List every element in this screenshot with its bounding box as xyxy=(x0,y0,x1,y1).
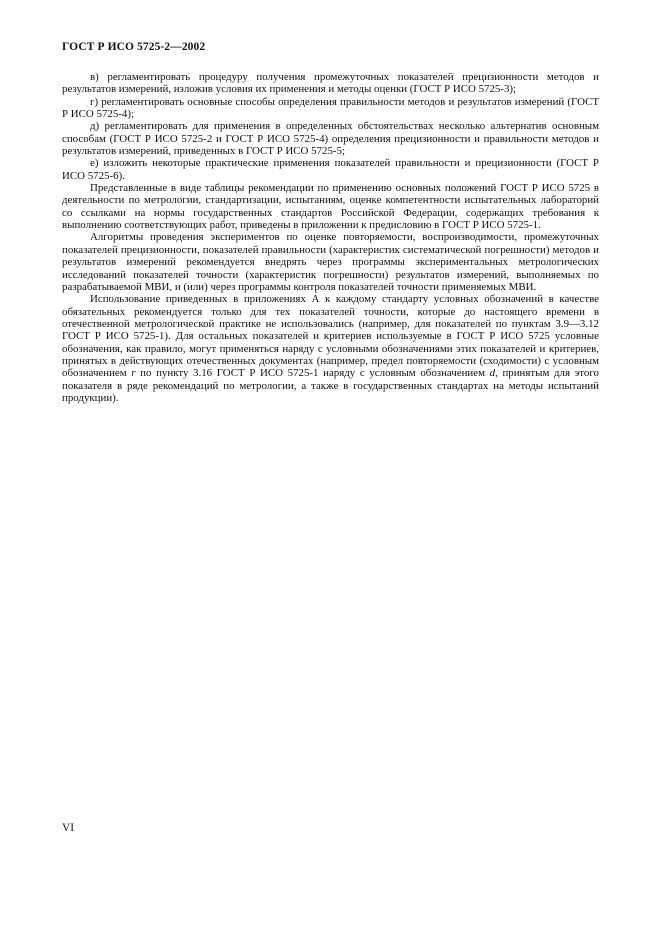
paragraph-algorithms: Алгоритмы проведения экспериментов по оценке повторяемости, воспроизводимости, промежуточных показателей прецизионности, показателей правильности (характеристик систематической погрешности) методов и результатов измерений рекомендуется внедрять через программы экспериментальных метрологических исследований показателей точности (характеристик погрешности) результатов измерений, выполняемых по разрабатываемой МВИ, и (или) через программы контроля показателей точности применяемых МВИ. xyxy=(62,231,599,293)
designations-text-1: Использование приведенных в приложениях А к каждому стандарту условных обозначений в качестве обязательных рекомендуется только для тех показателей точности, которые до настоящего времени в отечественной метрологической практике не использовались (например, для показателей по пунктам 3.9—3.12 ГОСТ Р ИСО 5725-1). Для остальных показателей и критериев используемые в ГОСТ Р ИСО 5725 условные обозначения, как правило, могут применяться наряду с условными обозначениями этих показателей и критериев, принятых в действующих отечественных документах (например, предел повторяемости (сходимости) с условным обозначением xyxy=(62,293,599,380)
page-number: VI xyxy=(62,822,75,834)
document-header: ГОСТ Р ИСО 5725-2—2002 xyxy=(62,41,206,53)
designations-text-3: , принятым для этого показателя в ряде рекомендаций по метрологии, а также в государственных стандартах на методы испытаний продукции). xyxy=(62,367,599,404)
paragraph-designations xyxy=(62,293,599,404)
paragraph-recommendations: Представленные в виде таблицы рекомендации по применению основных положений ГОСТ Р ИСО 5725 в деятельности по метрологии, стандартизации, испытаниям, оценке компетентности испытательных лабораторий со ссылками на нормы государственных стандартов Российской Федерации, содержащих требования к выполнению соответствующих работ, приведены в приложении к предисловию в ГОСТ Р ИСО 5725-1. xyxy=(62,182,599,232)
symbol-r: r xyxy=(131,367,136,380)
paragraph-g: г) регламентировать основные способы определения правильности методов и результатов измерений (ГОСТ Р ИСО 5725-4); xyxy=(62,95,599,121)
paragraph-d: д) регламентировать для применения в определенных обстоятельствах несколько альтернатив основным способам (ГОСТ Р ИСО 5725-2 и ГОСТ Р ИСО 5725-4) определения прецизионности и правильности методов и результатов измерений, приведенных в ГОСТ Р ИСО 5725-5; xyxy=(62,120,599,158)
body-text xyxy=(62,71,599,404)
symbol-d: d xyxy=(489,367,496,380)
designations-text-2: по пункту 3.16 ГОСТ Р ИСО 5725-1 наряду с условным обозначением xyxy=(135,367,490,380)
paragraph-v: в) регламентировать процедуру получения промежуточных показателей прецизионности методов и результатов измерений, изложив условия их применения и методы оценки (ГОСТ Р ИСО 5725-3); xyxy=(62,71,599,96)
paragraph-e: е) изложить некоторые практические применения показателей правильности и прецизионности (ГОСТ Р ИСО 5725-6). xyxy=(62,157,599,182)
